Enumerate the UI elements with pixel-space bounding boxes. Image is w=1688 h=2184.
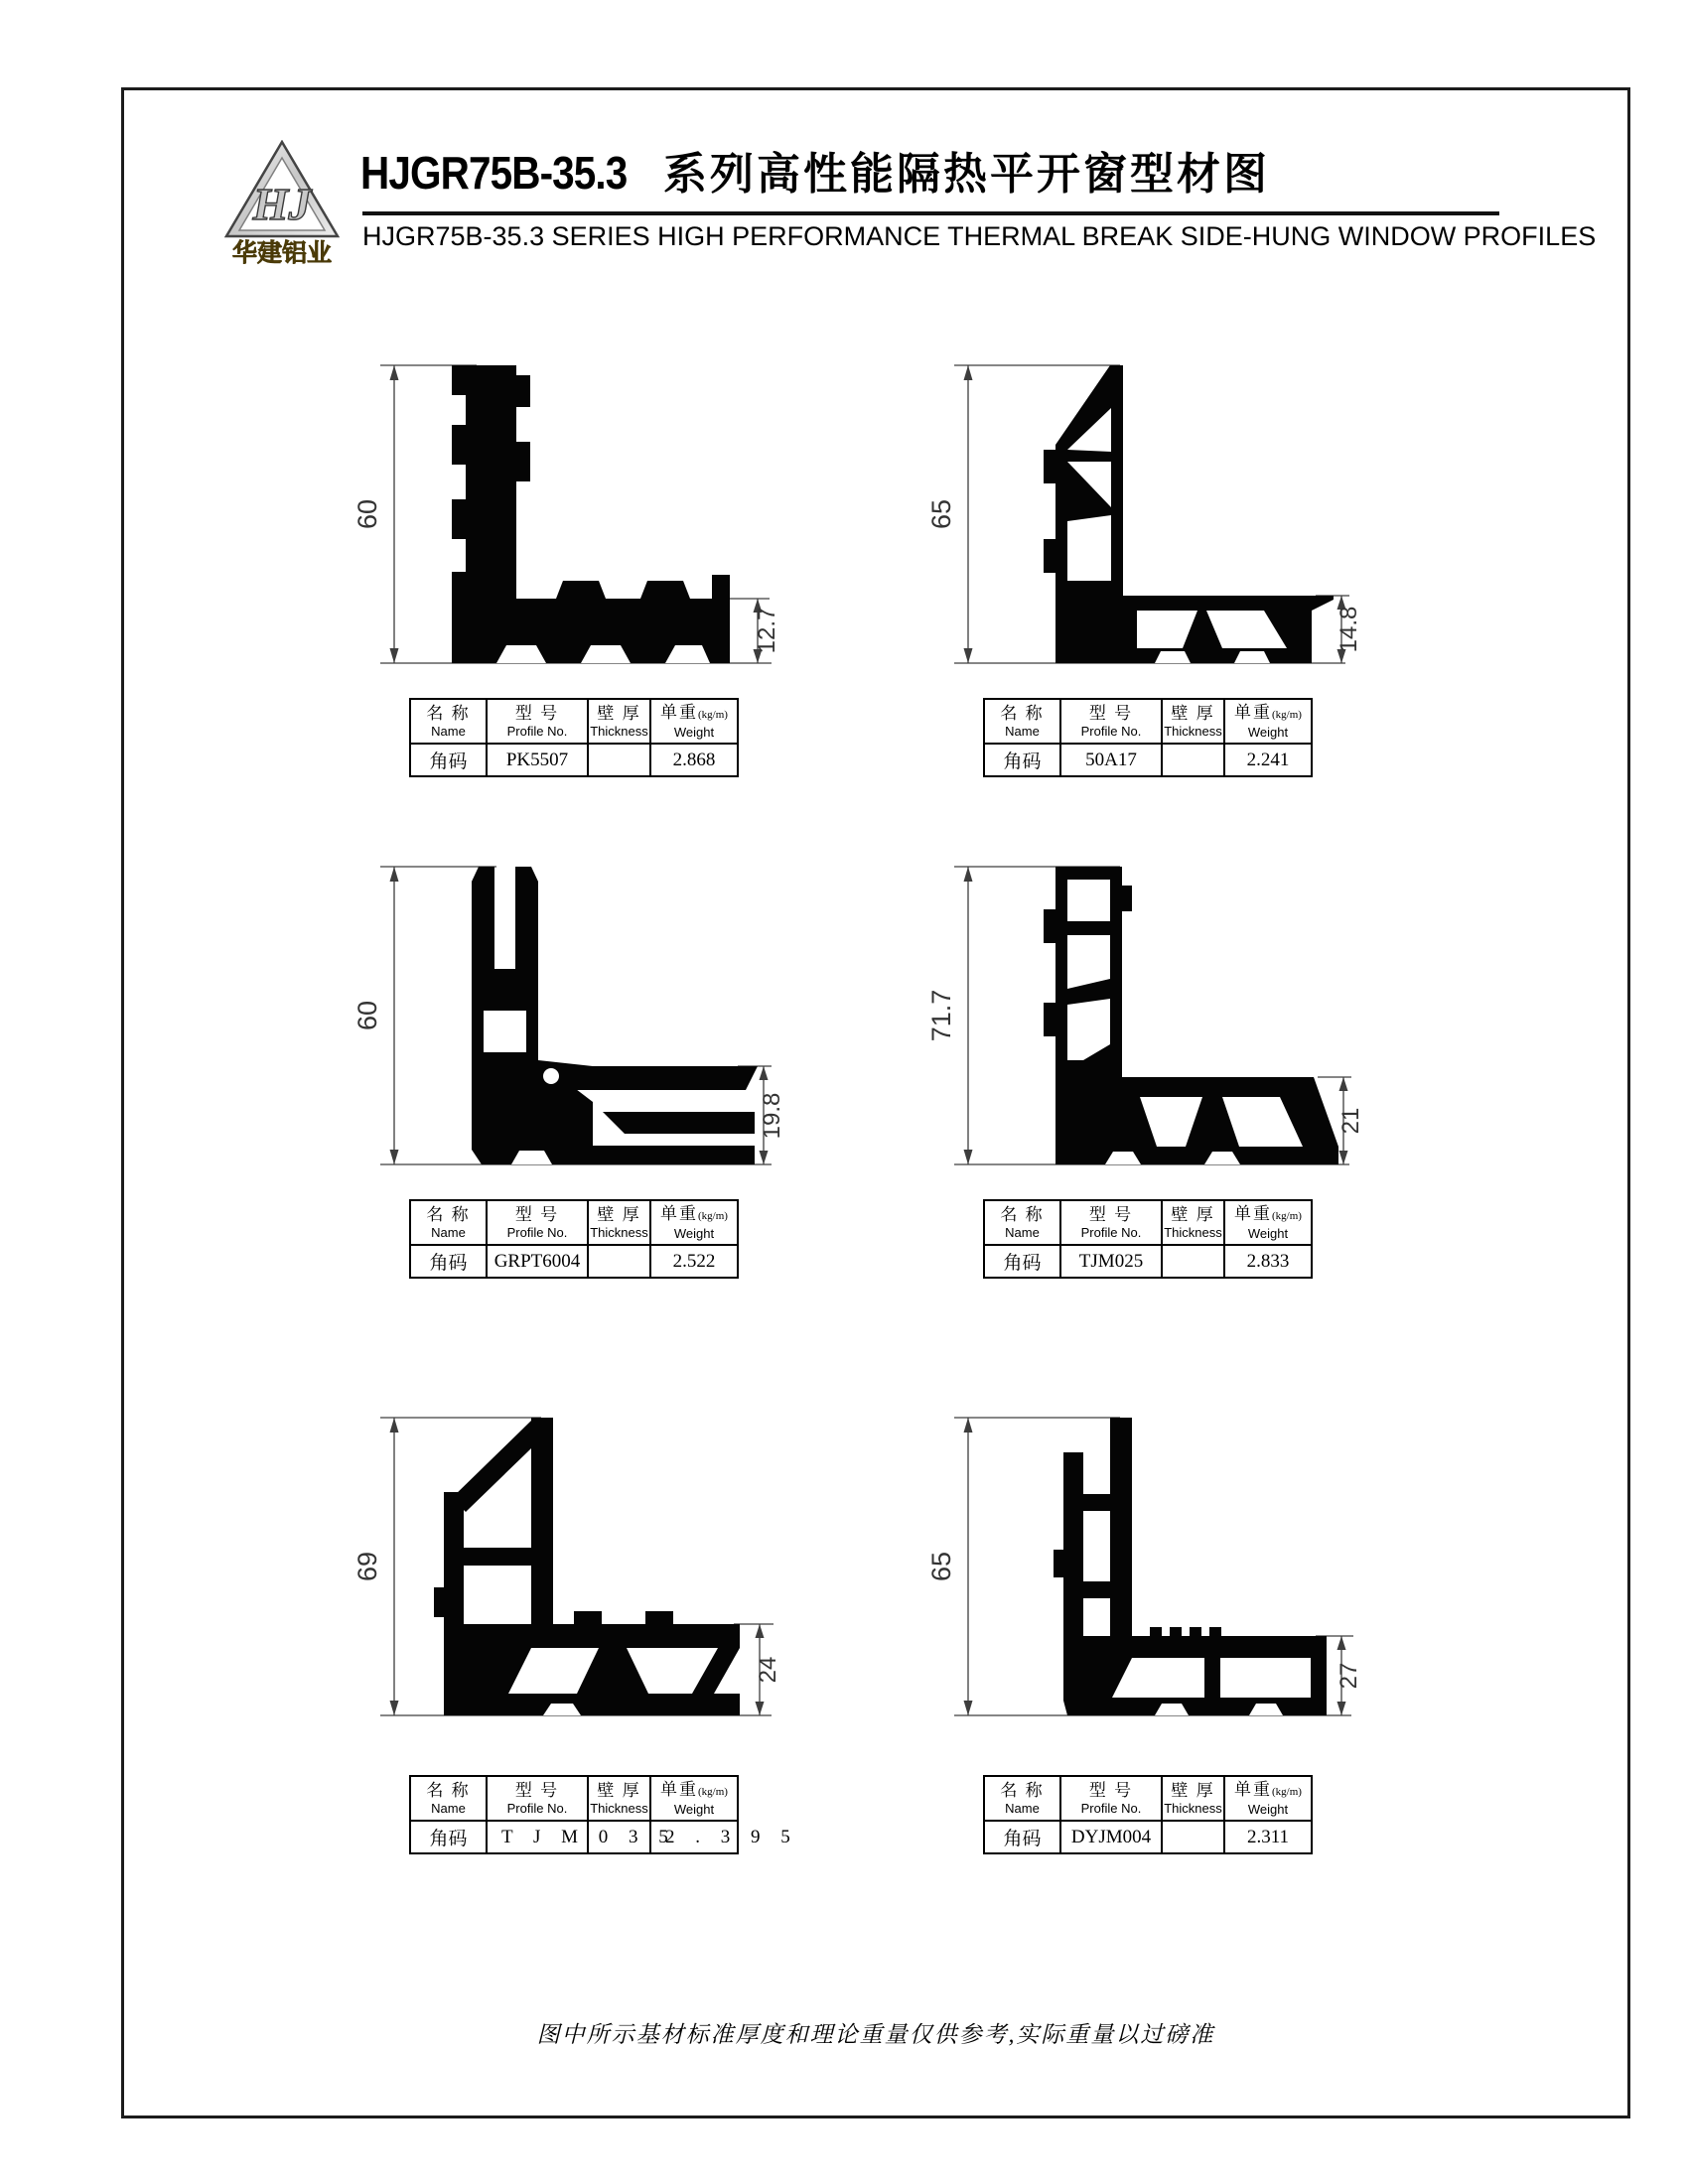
cell-weight: 2 . 3 9 5 (650, 1821, 738, 1853)
cell-model: 50A17 (1060, 744, 1162, 776)
cell-thickness (588, 1245, 650, 1278)
cell-weight: 2.868 (650, 744, 738, 776)
col-header-thickness: 壁 厚 Thickness (1162, 1776, 1224, 1821)
leg-dimension-label: 24 (755, 1656, 781, 1684)
col-header-model: 型 号 Profile No. (487, 699, 588, 744)
profile-drawing-tjm025 (902, 852, 1364, 1179)
cell-name: 角码 (984, 1245, 1060, 1278)
logo-monogram: HJ (252, 179, 312, 229)
col-header-thickness: 壁 厚 Thickness (588, 699, 650, 744)
profile-cell-tjm025 (902, 852, 1364, 1279)
profile-cell-50a17 (902, 350, 1362, 777)
cell-model: DYJM004 (1060, 1821, 1162, 1853)
col-header-name: 名 称 Name (984, 699, 1060, 744)
leg-dimension-label: 19.8 (759, 1092, 785, 1140)
cell-weight: 2.833 (1224, 1245, 1312, 1278)
col-header-name: 名 称 Name (410, 699, 487, 744)
profile-cell-dyjm004 (902, 1403, 1362, 1854)
col-header-weight: 单重(kg/m) Weight (650, 1776, 738, 1821)
leg-dimension-label: 14.8 (1336, 606, 1362, 653)
profile-cell-tjm035 (328, 1403, 798, 1854)
page-subtitle-english: HJGR75B-35.3 SERIES HIGH PERFORMANCE THERMAL BREAK SIDE-HUNG WINDOW PROFILES (362, 221, 1597, 251)
height-dimension-label: 65 (926, 1551, 956, 1582)
profile-spec-table (983, 1775, 1313, 1854)
profile-spec-table (409, 698, 739, 777)
footer-note: 图中所示基材标准厚度和理论重量仅供参考,实际重量以过磅准 (536, 2022, 1215, 2047)
col-header-weight: 单重(kg/m) Weight (1224, 699, 1312, 744)
cell-model: GRPT6004 (487, 1245, 588, 1278)
cell-weight: 2.311 (1224, 1821, 1312, 1853)
profile-drawing-tjm035 (328, 1403, 784, 1730)
profile-spec-table (983, 698, 1313, 777)
leg-dimension-label: 12.7 (754, 607, 780, 654)
col-header-weight: 单重(kg/m) Weight (650, 699, 738, 744)
col-header-name: 名 称 Name (410, 1776, 487, 1821)
cell-name: 角码 (410, 1821, 487, 1853)
profile-silhouette (1044, 867, 1338, 1164)
col-header-thickness: 壁 厚 Thickness (588, 1776, 650, 1821)
title-underline (362, 211, 1499, 215)
col-header-model: 型 号 Profile No. (487, 1200, 588, 1245)
table-row (410, 1821, 738, 1853)
table-row (410, 1245, 738, 1278)
profile-drawing-pk5507 (328, 350, 784, 678)
page-title-chinese: 系列高性能隔热平开窗型材图 (663, 150, 1271, 199)
leg-dimension-label: 27 (1336, 1662, 1362, 1690)
dimension-lines (954, 1418, 1353, 1715)
profile-spec-table (409, 1199, 739, 1279)
height-dimension-label: 69 (352, 1551, 382, 1582)
leg-dimension-label: 21 (1337, 1107, 1364, 1135)
profile-silhouette (1054, 1418, 1327, 1715)
cell-thickness (1162, 744, 1224, 776)
col-header-thickness: 壁 厚 Thickness (1162, 699, 1224, 744)
height-dimension-label: 65 (926, 498, 956, 530)
col-header-model: 型 号 Profile No. (1060, 1200, 1162, 1245)
profile-spec-table (983, 1199, 1313, 1279)
table-row (984, 1821, 1312, 1853)
cell-thickness (1162, 1245, 1224, 1278)
cell-weight: 2.241 (1224, 744, 1312, 776)
profile-drawing-50a17 (902, 350, 1362, 678)
cell-model: PK5507 (487, 744, 588, 776)
company-logo (223, 140, 341, 267)
profile-drawing-dyjm004 (902, 1403, 1362, 1730)
document-frame (121, 87, 1630, 2118)
cell-name: 角码 (984, 1821, 1060, 1853)
profile-cell-pk5507 (328, 350, 784, 777)
cell-weight: 2.522 (650, 1245, 738, 1278)
col-header-name: 名 称 Name (410, 1200, 487, 1245)
col-header-name: 名 称 Name (984, 1200, 1060, 1245)
cell-name: 角码 (984, 744, 1060, 776)
cell-name: 角码 (410, 744, 487, 776)
height-dimension-label: 60 (352, 498, 382, 530)
profile-silhouette (472, 867, 758, 1164)
table-row (984, 744, 1312, 776)
col-header-weight: 单重(kg/m) Weight (1224, 1776, 1312, 1821)
table-row (410, 744, 738, 776)
height-dimension-label: 60 (352, 1000, 382, 1031)
col-header-model: 型 号 Profile No. (1060, 1776, 1162, 1821)
cell-thickness (1162, 1821, 1224, 1853)
height-dimension-label: 71.7 (926, 989, 956, 1042)
profile-cell-grpt6004 (328, 852, 784, 1279)
table-row (984, 1245, 1312, 1278)
cell-model: T J M 0 3 5 (487, 1821, 588, 1853)
profile-silhouette (452, 365, 730, 663)
profile-silhouette (434, 1418, 740, 1715)
col-header-weight: 单重(kg/m) Weight (1224, 1200, 1312, 1245)
page-title (360, 138, 1270, 202)
col-header-name: 名 称 Name (984, 1776, 1060, 1821)
col-header-weight: 单重(kg/m) Weight (650, 1200, 738, 1245)
col-header-thickness: 壁 厚 Thickness (588, 1200, 650, 1245)
cell-name: 角码 (410, 1245, 487, 1278)
col-header-model: 型 号 Profile No. (1060, 699, 1162, 744)
logo-text: 华建铝业 (231, 240, 333, 267)
profile-spec-table (409, 1775, 798, 1854)
col-header-thickness: 壁 厚 Thickness (1162, 1200, 1224, 1245)
profile-silhouette (1044, 365, 1334, 663)
profile-drawing-grpt6004 (328, 852, 784, 1179)
col-header-model: 型 号 Profile No. (487, 1776, 588, 1821)
cell-model: TJM025 (1060, 1245, 1162, 1278)
cell-thickness (588, 744, 650, 776)
page-title-series-code: HJGR75B-35.3 (360, 147, 628, 199)
